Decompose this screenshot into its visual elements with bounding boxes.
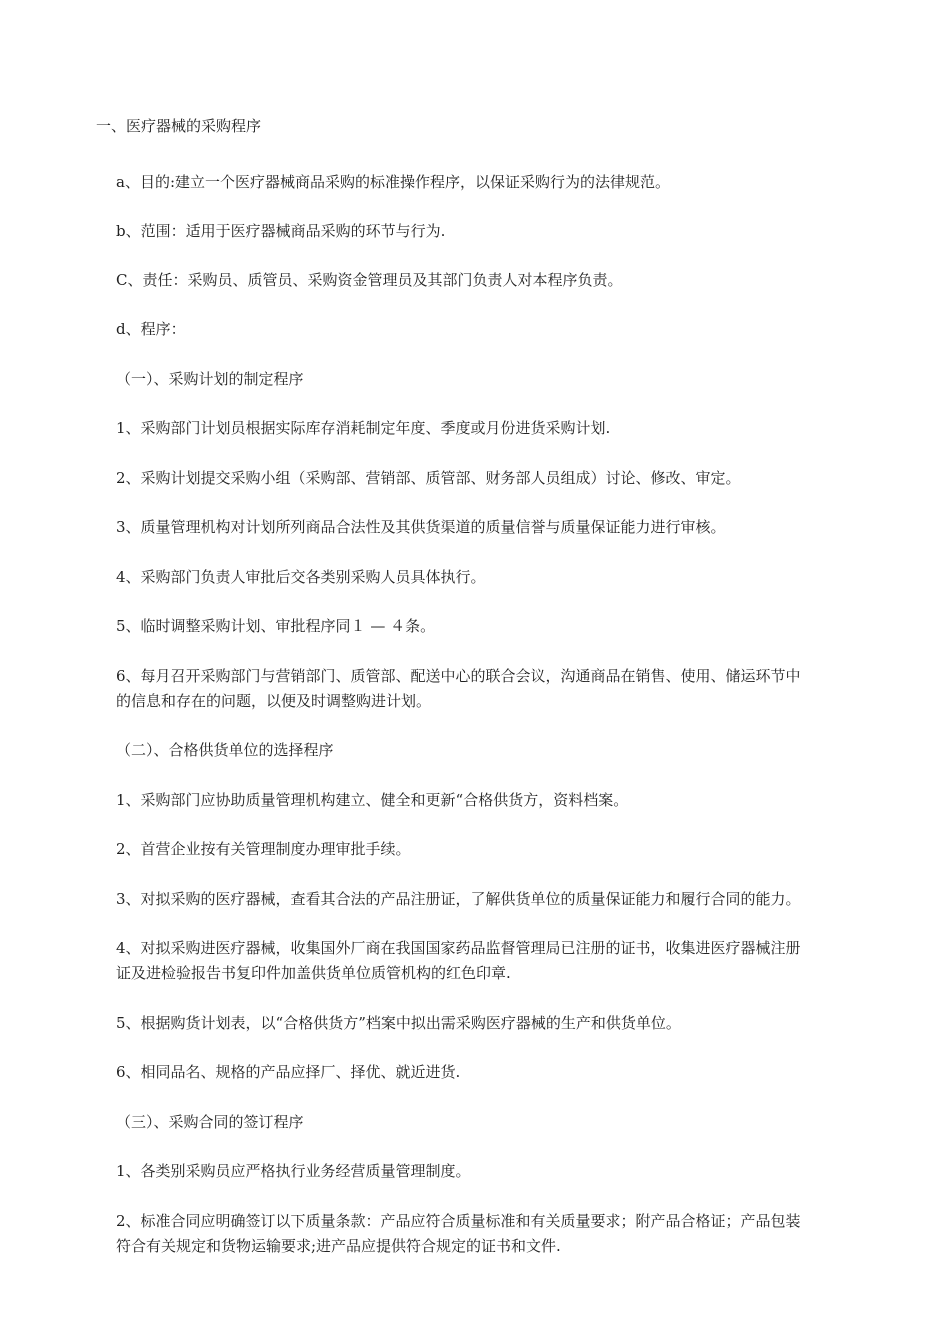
responsibility-line: C、责任：采购员、质管员、采购资金管理员及其部门负责人对本程序负责。 (116, 271, 623, 289)
subsection-heading-1: （一）、采购计划的制定程序 (116, 370, 304, 388)
supplier-item-4-line-1: 4、对拟采购进医疗器械，收集国外厂商在我国国家药品监督管理局已注册的证书，收集进医疗器械注册 (116, 939, 801, 957)
contract-item-2-line-2: 符合有关规定和货物运输要求;进产品应提供符合规定的证书和文件. (116, 1237, 561, 1255)
plan-item-2: 2、采购计划提交采购小组（采购部、营销部、质管部、财务部人员组成）讨论、修改、审定。 (116, 469, 741, 487)
supplier-item-3: 3、对拟采购的医疗器械，查看其合法的产品注册证，了解供货单位的质量保证能力和履行合同的能力。 (116, 890, 801, 908)
scope-line: b、范围：适用于医疗器械商品采购的环节与行为. (116, 222, 446, 240)
supplier-item-5: 5、根据购货计划表，以“合格供货方”档案中拟出需采购医疗器械的生产和供货单位。 (116, 1014, 681, 1032)
plan-item-5: 5、临时调整采购计划、审批程序同１ — ４条。 (116, 617, 436, 635)
contract-item-2-line-1: 2、标准合同应明确签订以下质量条款：产品应符合质量标准和有关质量要求；附产品合格证；产品包装 (116, 1212, 801, 1230)
contract-item-1: 1、各类别采购员应严格执行业务经营质量管理制度。 (116, 1162, 471, 1180)
supplier-item-2: 2、首营企业按有关管理制度办理审批手续。 (116, 840, 411, 858)
supplier-item-6: 6、相同品名、规格的产品应择厂、择优、就近进货. (116, 1063, 461, 1081)
plan-item-4: 4、采购部门负责人审批后交各类别采购人员具体执行。 (116, 568, 486, 586)
plan-item-1: 1、采购部门计划员根据实际库存消耗制定年度、季度或月份进货采购计划. (116, 419, 611, 437)
plan-item-6-line-1: 6、每月召开采购部门与营销部门、质管部、配送中心的联合会议，沟通商品在销售、使用、储运环节中 (116, 667, 801, 685)
procedure-line: d、程序： (116, 320, 186, 338)
section-title: 一、医疗器械的采购程序 (96, 117, 262, 135)
purpose-line: a、目的:建立一个医疗器械商品采购的标准操作程序，以保证采购行为的法律规范。 (116, 173, 671, 191)
supplier-item-4-line-2: 证及进检验报告书复印件加盖供货单位质管机构的红色印章. (116, 964, 511, 982)
subsection-heading-2: （二）、合格供货单位的选择程序 (116, 741, 334, 759)
plan-item-6-line-2: 的信息和存在的问题，以便及时调整购进计划。 (116, 692, 432, 710)
subsection-heading-3: （三）、采购合同的签订程序 (116, 1113, 304, 1131)
plan-item-3: 3、质量管理机构对计划所列商品合法性及其供货渠道的质量信誉与质量保证能力进行审核。 (116, 518, 726, 536)
supplier-item-1: 1、采购部门应协助质量管理机构建立、健全和更新“合格供货方，资料档案。 (116, 791, 629, 809)
